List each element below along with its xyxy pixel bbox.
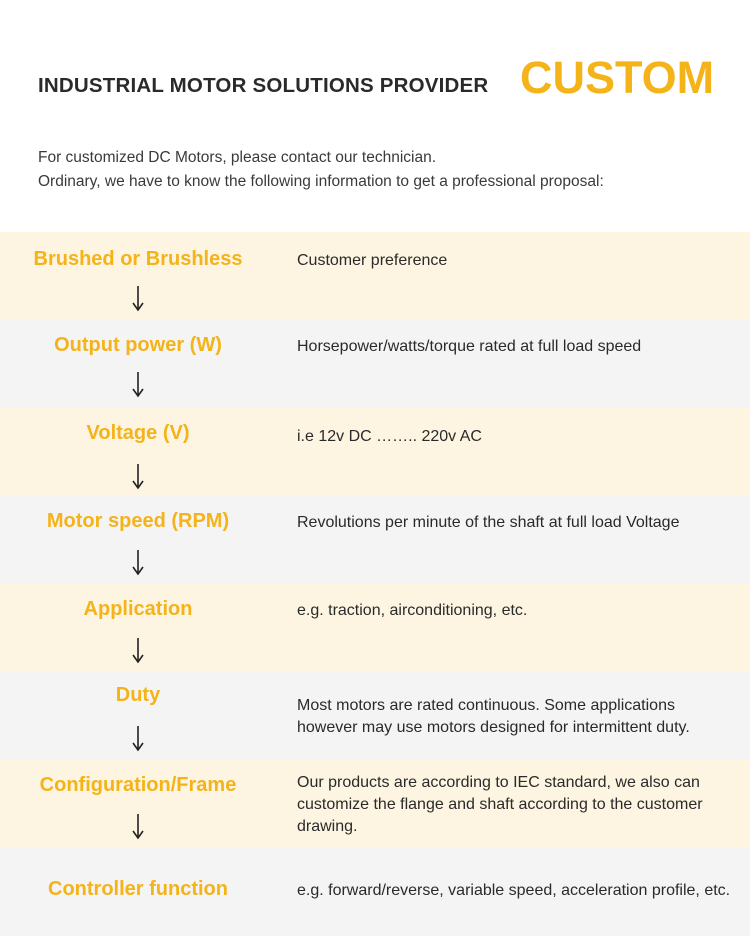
spec-row-brushed	[0, 232, 750, 320]
down-arrow-icon	[128, 462, 148, 490]
spec-row-duty	[0, 672, 750, 760]
spec-label: Duty	[115, 684, 161, 706]
intro-text	[38, 146, 604, 194]
spec-description: Our products are according to IEC standard, we also can customize the flange and shaft according to the customer drawing.	[297, 774, 703, 835]
spec-description: i.e 12v DC …….. 220v AC	[297, 428, 482, 445]
down-arrow-icon	[128, 636, 148, 664]
spec-label: Brushed or Brushless	[33, 248, 243, 270]
header-subtitle: INDUSTRIAL MOTOR SOLUTIONS PROVIDER	[38, 74, 489, 97]
intro-line-2: Ordinary, we have to know the following information to get a professional proposal:	[38, 173, 604, 190]
page-header	[0, 0, 750, 232]
intro-line-1: For customized DC Motors, please contact our technician.	[38, 149, 437, 166]
down-arrow-icon	[128, 284, 148, 312]
down-arrow-icon	[128, 812, 148, 840]
spec-description: e.g. traction, airconditioning, etc.	[297, 602, 528, 619]
spec-description: Most motors are rated continuous. Some applications however may use motors designed for intermittent duty.	[297, 697, 690, 736]
header-title: CUSTOM	[520, 52, 715, 103]
spec-row-motor-speed	[0, 496, 750, 584]
spec-row-controller	[0, 848, 750, 936]
down-arrow-icon	[128, 724, 148, 752]
spec-row-output-power	[0, 320, 750, 408]
spec-description: e.g. forward/reverse, variable speed, acceleration profile, etc.	[297, 882, 731, 899]
spec-row-application	[0, 584, 750, 672]
spec-description: Revolutions per minute of the shaft at full load Voltage	[297, 514, 680, 531]
spec-label: Controller function	[48, 878, 228, 900]
spec-label: Motor speed (RPM)	[46, 510, 230, 532]
spec-description: Customer preference	[297, 252, 448, 269]
spec-row-voltage	[0, 408, 750, 496]
spec-list	[0, 232, 750, 936]
spec-description: Horsepower/watts/torque rated at full load speed	[297, 338, 642, 355]
spec-label: Application	[83, 598, 193, 620]
spec-label: Output power (W)	[54, 334, 222, 356]
down-arrow-icon	[128, 548, 148, 576]
spec-row-configuration	[0, 760, 750, 848]
spec-label: Configuration/Frame	[39, 774, 237, 796]
spec-label: Voltage (V)	[86, 422, 190, 444]
down-arrow-icon	[128, 370, 148, 398]
